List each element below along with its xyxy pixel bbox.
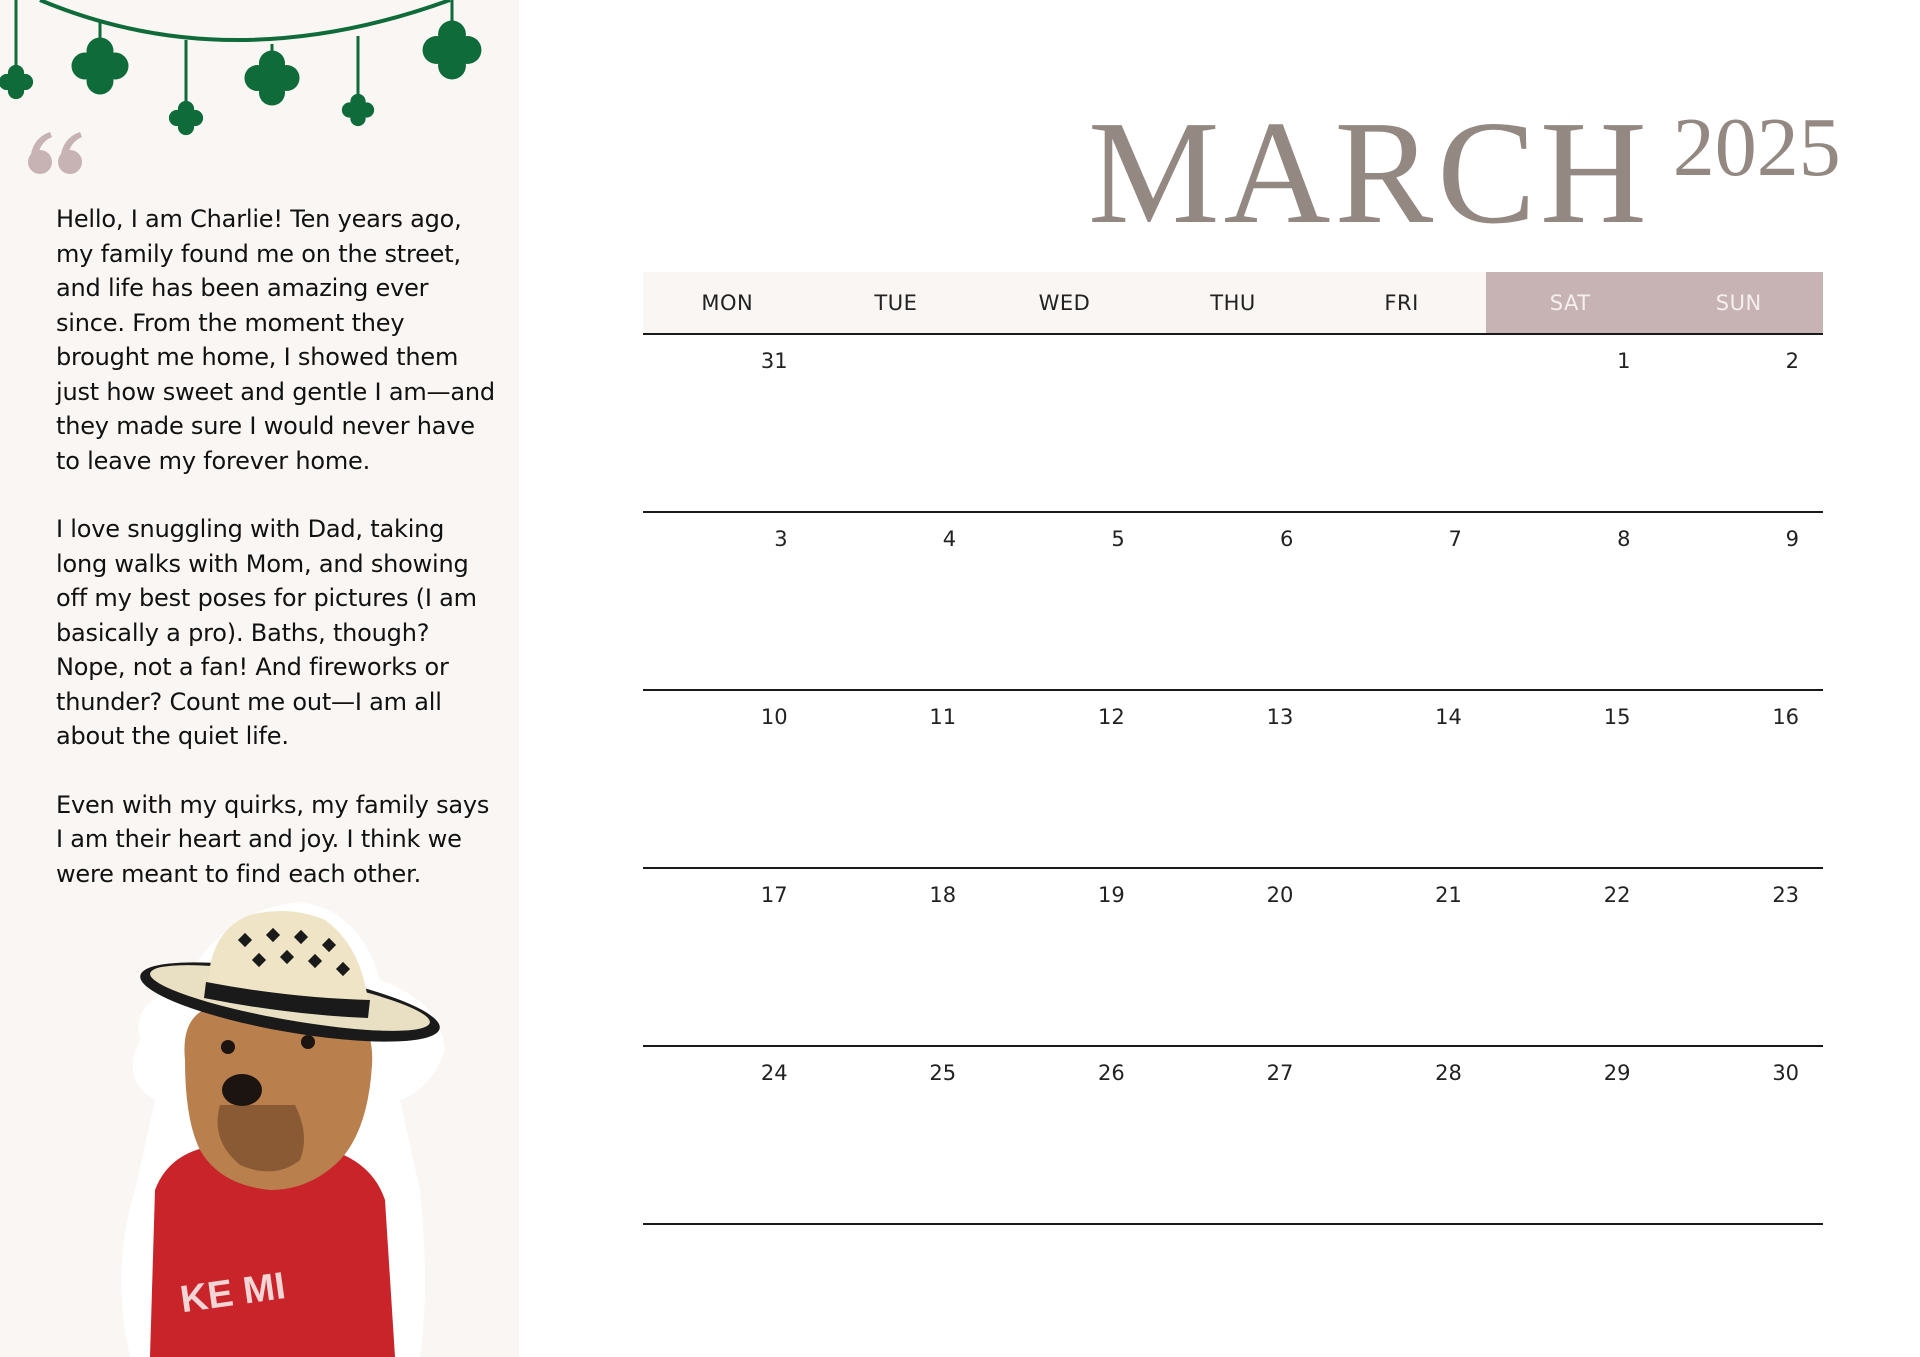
weekday-mon: MON <box>701 290 754 315</box>
day-cell <box>1486 335 1655 511</box>
day-number: 24 <box>760 1061 788 1085</box>
day-cell <box>980 1047 1149 1223</box>
day-cell <box>1654 513 1823 689</box>
day-number: 30 <box>1772 1061 1800 1085</box>
calendar-grid <box>643 272 1823 1225</box>
day-number: 16 <box>1772 705 1800 729</box>
day-number: 9 <box>1785 527 1800 551</box>
shamrock-icon <box>423 21 482 80</box>
shamrock-icon <box>0 65 33 99</box>
day-number: 5 <box>1111 527 1125 551</box>
day-number: 20 <box>1266 883 1294 907</box>
day-number: 25 <box>929 1061 957 1085</box>
day-cell <box>1486 691 1655 867</box>
day-cell <box>643 335 812 511</box>
day-cell <box>643 513 812 689</box>
day-number: 23 <box>1772 883 1800 907</box>
quote-mark-icon <box>26 128 86 178</box>
week-row <box>643 513 1823 691</box>
weekday-thu: THU <box>1210 290 1256 315</box>
dog-photo <box>110 890 470 1357</box>
day-cell <box>1654 335 1823 511</box>
day-cell <box>980 691 1149 867</box>
day-cell <box>1149 1047 1318 1223</box>
shamrock-icon <box>244 50 299 105</box>
day-cell <box>1317 513 1486 689</box>
month-name: MARCH <box>1088 91 1651 255</box>
story-paragraph: Even with my quirks, my family says I am their heart and joy. I think we were meant to find each other. <box>56 790 490 888</box>
shamrock-icon <box>169 101 203 135</box>
day-cell <box>812 869 981 1045</box>
day-number: 4 <box>942 527 957 551</box>
day-number: 19 <box>1098 883 1125 907</box>
day-number: 26 <box>1098 1061 1125 1085</box>
weekday-header <box>643 272 1823 335</box>
story-panel <box>0 0 519 1357</box>
week-row <box>643 1047 1823 1225</box>
day-number: 1 <box>1617 349 1631 373</box>
shamrock-garland <box>0 0 519 140</box>
day-number: 10 <box>760 705 788 729</box>
weekday-sun: SUN <box>1654 272 1823 333</box>
weekday-wed: WED <box>1038 290 1091 315</box>
day-cell <box>812 335 981 511</box>
day-cell <box>1149 691 1318 867</box>
month-title <box>1088 91 1841 255</box>
day-cell <box>812 513 981 689</box>
story-paragraph: I love snuggling with Dad, taking long walks with Mom, and showing off my best poses for pictures (I am basically a pro). Baths, though? Nope, not a fan! And fireworks or thunder? Count me out—I am all about the quiet life. <box>56 515 477 750</box>
shamrock-icon <box>342 94 374 126</box>
day-number: 22 <box>1603 883 1631 907</box>
day-cell <box>643 691 812 867</box>
day-cell <box>1149 335 1318 511</box>
day-cell <box>1149 513 1318 689</box>
day-cell <box>643 869 812 1045</box>
day-number: 3 <box>774 527 788 551</box>
day-number: 21 <box>1435 883 1462 907</box>
day-cell <box>643 1047 812 1223</box>
day-number: 27 <box>1266 1061 1294 1085</box>
day-cell <box>1654 691 1823 867</box>
day-number: 13 <box>1266 705 1294 729</box>
day-number: 29 <box>1603 1061 1631 1085</box>
day-cell <box>980 513 1149 689</box>
day-cell <box>1149 869 1318 1045</box>
week-row <box>643 335 1823 513</box>
weekday-tue: TUE <box>874 290 918 315</box>
day-cell <box>1317 335 1486 511</box>
day-number: 11 <box>929 705 957 729</box>
day-cell <box>812 691 981 867</box>
day-cell <box>980 869 1149 1045</box>
day-number: 15 <box>1603 705 1631 729</box>
week-row <box>643 691 1823 869</box>
day-cell <box>1486 513 1655 689</box>
weekday-sat: SAT <box>1486 272 1655 333</box>
day-cell <box>1654 1047 1823 1223</box>
day-number: 17 <box>760 883 788 907</box>
day-cell <box>980 335 1149 511</box>
story-text <box>56 202 496 925</box>
day-number: 28 <box>1435 1061 1462 1085</box>
day-number: 12 <box>1098 705 1125 729</box>
day-number: 2 <box>1785 349 1800 373</box>
day-cell <box>1654 869 1823 1045</box>
day-cell <box>1486 1047 1655 1223</box>
day-cell <box>1317 691 1486 867</box>
day-cell <box>812 1047 981 1223</box>
day-number: 18 <box>929 883 957 907</box>
year: 2025 <box>1672 101 1841 194</box>
day-number: 6 <box>1279 527 1294 551</box>
shirt-print: KE MI <box>177 1265 289 1322</box>
day-number: 31 <box>760 349 788 373</box>
week-row <box>643 869 1823 1047</box>
day-cell <box>1486 869 1655 1045</box>
day-number: 7 <box>1448 527 1462 551</box>
weekday-fri: FRI <box>1384 290 1419 315</box>
day-number: 14 <box>1435 705 1462 729</box>
day-cell <box>1317 1047 1486 1223</box>
day-number: 8 <box>1617 527 1631 551</box>
story-paragraph: Hello, I am Charlie! Ten years ago, my family found me on the street, and life has been amazing ever since. From the moment they brought me home, I showed them just how sweet and gentle I am—and they made sure I would never have to leave my forever home. <box>56 205 495 475</box>
shamrock-icon <box>72 38 129 95</box>
day-cell <box>1317 869 1486 1045</box>
